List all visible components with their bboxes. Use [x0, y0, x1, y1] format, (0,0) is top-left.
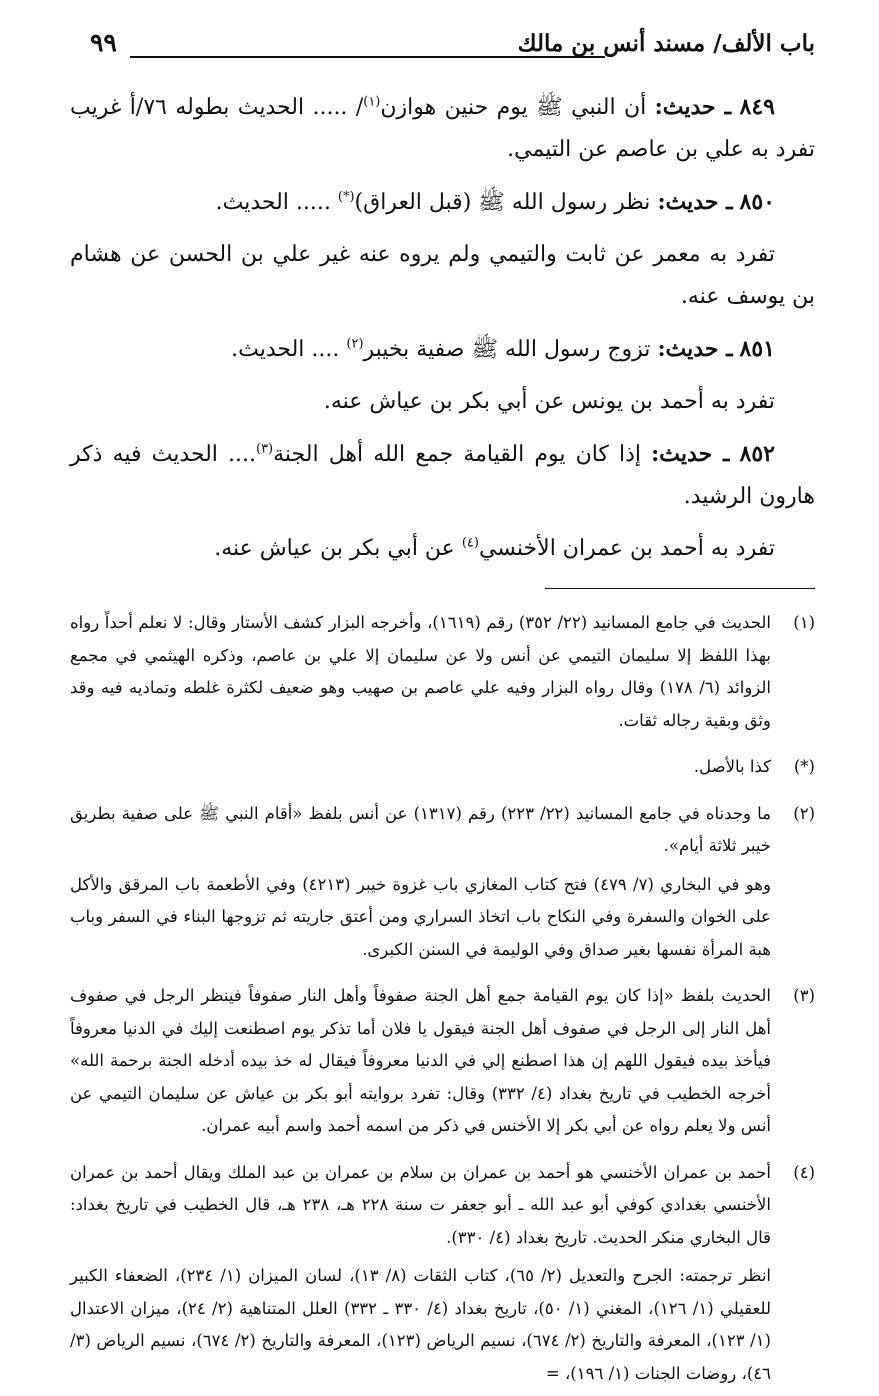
main-text [70, 86, 815, 570]
hadith-text-tail: ..... الحديث. [216, 190, 331, 215]
footnote-paragraph: أحمد بن عمران الأخنسي هو أحمد بن عمران بن سلام بن عمران بن عبد الملك ويقال أحمد بن عمران الأخنسي بغدادي كوفي أبو عبد الله ـ أبو جعفر ت سنة ٢٢٨ هـ، ٢٣٨ هـ، قال الخطيب في تاريخ بغداد: قال البخاري منكر الحديث. تاريخ بغداد (٤/ ٣٣٠). [70, 1157, 771, 1255]
hadith-label: ـ حديث: [657, 189, 732, 215]
hadith-entry [70, 181, 815, 224]
footnote [70, 751, 815, 790]
hadith-text: نظر رسول الله ﷺ (قبل العراق) [355, 190, 651, 215]
footnote-paragraph: الحديث بلفظ «إذا كان يوم القيامة جمع أهل الجنة صفوفاً وأهل النار صفوفاً فينظر الرجل في صفوف أهل النار إلى الرجل في صفوف أهل الجنة فيقول يا فلان أما تذكر يوم اصطنعت إليك في الدنيا معروفاً فيأخذ بيده فيقول اللهم إن هذا اصطنع إلي في الدنيا معروفاً فيقال له خذ بيده أدخله الجنة برحمة الله» أخرجه الخطيب في تاريخ بغداد (٤/ ٣٣٢) وقال: تفرد بروايته أبو بكر بن عياش عن سليمان التيمي عن أنس ولا يعلم رواه عن أبي بكر إلا الأخنس في ذكر من اسمه أحمد واسم أبيه عمران. [70, 980, 771, 1143]
footnote-marker: (١) [771, 607, 815, 743]
hadith-entry [70, 328, 815, 371]
footnote [70, 1157, 815, 1396]
footnote [70, 798, 815, 973]
hadith-label: ـ حديث: [651, 441, 729, 467]
hadith-text-tail: / ..... الحديث بطوله ٧٦/أ [130, 95, 363, 120]
hadith-entry [70, 433, 815, 518]
running-header [70, 30, 815, 74]
hadith-number: ٨٥٢ [740, 441, 775, 467]
page-number: ٩٩ [90, 28, 117, 57]
hadith-note: غريب تفرد به علي بن عاصم عن التيمي. [70, 95, 815, 162]
footnote-body [70, 751, 771, 790]
footnote-mark[interactable]: (*) [338, 190, 355, 205]
footnote-body [70, 607, 771, 743]
footnote-paragraph: الحديث في جامع المسانيد (٢٢/ ٣٥٢) رقم (١٦١٩)، وأخرجه البزار كشف الأستار وقال: لا نعلم أحداً رواه بهذا اللفظ إلا سليمان التيمي عن أنس ولا عن سليمان إلا علي بن عاصم، وذكره الهيثمي في مجمع الزوائد (٦/ ١٧٨) وقال رواه البزار وفيه علي عاصم بن صهيب وهو ضعيف لكثرة غلطه وتماديه فيه وقد وثق وبقية رجاله ثقات. [70, 607, 771, 737]
footnote [70, 980, 815, 1149]
footnote-body [70, 980, 771, 1149]
hadith-text-tail: .... الحديث. [231, 337, 339, 362]
hadith-text: أن النبي ﷺ يوم حنين هوازن [380, 95, 646, 120]
footnote-mark[interactable]: (٣) [256, 442, 273, 457]
footnote-mark[interactable]: (٤) [462, 536, 479, 551]
footnote-body [70, 1157, 771, 1396]
footnote-mark[interactable]: (٢) [346, 337, 363, 352]
hadith-entry [70, 86, 815, 171]
hadith-label: ـ حديث: [655, 94, 732, 120]
footnote-marker: (*) [771, 751, 815, 790]
footnotes [70, 607, 815, 1396]
footnote-paragraph: ما وجدناه في جامع المسانيد (٢٢/ ٢٢٣) رقم (١٣١٧) عن أنس بلفظ «أقام النبي ﷺ على صفية بطريق خيبر ثلاثة أيام». [70, 798, 771, 863]
footnote-paragraph: وهو في البخاري (٧/ ٤٧٩) فتح كتاب المغازي باب غزوة خيبر (٤٢١٣) وفي الأطعمة باب المرقق والأكل على الخوان والسفرة وفي النكاح باب اتخاذ السراري ومن أعتق جاريته ثم تزوجها البناء في السفر وباب هبة المرأة نفسها بغير صداق وفي الوليمة في السنن الكبرى. [70, 869, 771, 967]
closing-note [70, 528, 815, 570]
hadith-note: تفرد به أحمد بن يونس عن أبي بكر بن عياش عنه. [70, 381, 815, 423]
chapter-title: باب الألف/ مسند أنس بن مالك [518, 30, 815, 57]
footnote-paragraph: انظر ترجمته: الجرح والتعديل (٢/ ٦٥)، كتاب الثقات (٨/ ١٣)، لسان الميزان (١/ ٢٣٤)، الضعفاء الكبير للعقيلي (١/ ١٢٦)، المغني (١/ ٥٠)، تاريخ بغداد (٤/ ٣٣٠ ـ ٣٣٢) العلل المتناهية (٢/ ٢٤)، ميزان الاعتدال (١/ ١٢٣)، المعرفة والتاريخ (٢/ ٦٧٤)، نسيم الرياض (١٢٣)، المعرفة والتاريخ (٢/ ٦٧٤)، نسيم الرياض (٣/ ٤٦)، روضات الجنات (١/ ١٩٦)، = [70, 1260, 771, 1390]
hadith-number: ٨٥١ [740, 336, 775, 362]
hadith-number: ٨٥٠ [740, 189, 775, 215]
hadith-number: ٨٤٩ [740, 94, 775, 120]
hadith-label: ـ حديث: [657, 336, 732, 362]
hadith-note: تفرد به معمر عن ثابت والتيمي ولم يروه عنه غير علي بن الحسن عن هشام بن يوسف عنه. [70, 234, 815, 318]
header-rule [130, 56, 605, 58]
footnote-divider [545, 588, 815, 589]
hadith-text: إذا كان يوم القيامة جمع الله أهل الجنة [273, 442, 641, 467]
closing-text-tail: عن أبي بكر بن عياش عنه. [214, 536, 455, 561]
footnote-body [70, 798, 771, 973]
footnote-mark[interactable]: (١) [363, 95, 380, 110]
footnote-marker: (٤) [771, 1157, 815, 1396]
hadith-text-tail: .... الحديث فيه ذكر هارون الرشيد. [70, 442, 815, 509]
footnote-marker: (٢) [771, 798, 815, 973]
closing-text: تفرد به أحمد بن عمران الأخنسي [479, 536, 775, 561]
footnote-marker: (٣) [771, 980, 815, 1149]
hadith-text: تزوج رسول الله ﷺ صفية بخيبر [364, 337, 651, 362]
footnote-paragraph: كذا بالأصل. [70, 751, 771, 784]
footnote [70, 607, 815, 743]
